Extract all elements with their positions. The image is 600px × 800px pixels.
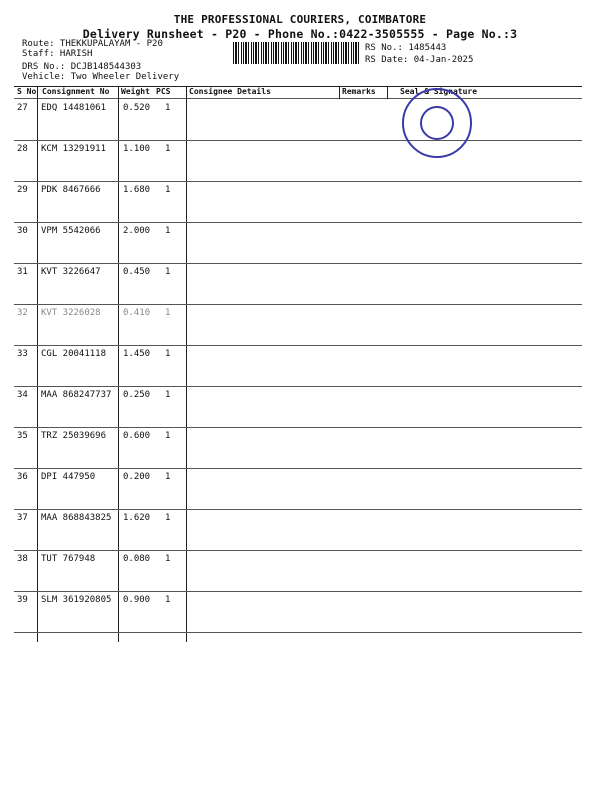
row-consignment-no: TRZ 25039696 bbox=[41, 431, 107, 441]
row-sno: 34 bbox=[17, 390, 28, 400]
row-pcs: 1 bbox=[165, 349, 171, 359]
header-remarks: Remarks bbox=[342, 87, 376, 96]
row-consignment-no: SLM 361920805 bbox=[41, 595, 112, 605]
document-subtitle: Delivery Runsheet - P20 - Phone No.:0422-3505555 - Page No.:3 bbox=[82, 27, 518, 41]
row-weight: 1.450 bbox=[123, 349, 151, 359]
header-sno: S No bbox=[17, 87, 37, 96]
table-row bbox=[14, 345, 582, 387]
table-row bbox=[14, 509, 582, 551]
row-sno: 30 bbox=[17, 226, 28, 236]
table-row bbox=[14, 99, 582, 141]
row-weight: 0.200 bbox=[123, 472, 151, 482]
row-pcs: 1 bbox=[165, 103, 171, 113]
row-pcs: 1 bbox=[165, 554, 171, 564]
row-weight: 0.900 bbox=[123, 595, 151, 605]
column-divider bbox=[387, 87, 388, 99]
row-sno: 29 bbox=[17, 185, 28, 195]
row-weight: 0.600 bbox=[123, 431, 151, 441]
row-pcs: 1 bbox=[165, 308, 171, 318]
drs-text: DRS No.: DCJB148544303 bbox=[22, 62, 142, 72]
rs-number-text: RS No.: 1485443 bbox=[365, 43, 447, 53]
row-pcs: 1 bbox=[165, 226, 171, 236]
staff-text: Staff: HARISH bbox=[22, 49, 93, 59]
row-consignment-no: TUT 767948 bbox=[41, 554, 96, 564]
table-row bbox=[14, 304, 582, 346]
row-weight: 0.450 bbox=[123, 267, 151, 277]
matriculation-seal-stamp bbox=[402, 88, 472, 158]
row-consignment-no: MAA 868247737 bbox=[41, 390, 112, 400]
header-pcs: PCS bbox=[156, 87, 171, 96]
row-sno: 33 bbox=[17, 349, 28, 359]
seal-center bbox=[420, 106, 454, 140]
header-consignment: Consignment No bbox=[42, 87, 110, 96]
row-pcs: 1 bbox=[165, 390, 171, 400]
row-pcs: 1 bbox=[165, 144, 171, 154]
table-row bbox=[14, 591, 582, 633]
row-sno: 35 bbox=[17, 431, 28, 441]
row-sno: 39 bbox=[17, 595, 28, 605]
rs-date-text: RS Date: 04-Jan-2025 bbox=[365, 55, 474, 65]
document-title: THE PROFESSIONAL COURIERS, COIMBATORE bbox=[173, 13, 427, 26]
row-consignment-no: CGL 20041118 bbox=[41, 349, 107, 359]
row-sno: 27 bbox=[17, 103, 28, 113]
table-row bbox=[14, 263, 582, 305]
row-pcs: 1 bbox=[165, 595, 171, 605]
row-pcs: 1 bbox=[165, 267, 171, 277]
row-consignment-no: PDK 8467666 bbox=[41, 185, 101, 195]
column-divider bbox=[339, 87, 340, 99]
row-weight: 1.620 bbox=[123, 513, 151, 523]
vehicle-text: Vehicle: Two Wheeler Delivery bbox=[22, 72, 180, 82]
row-weight: 0.080 bbox=[123, 554, 151, 564]
row-consignment-no: KVT 3226028 bbox=[41, 308, 101, 318]
row-pcs: 1 bbox=[165, 185, 171, 195]
row-sno: 36 bbox=[17, 472, 28, 482]
row-weight: 1.680 bbox=[123, 185, 151, 195]
row-consignment-no: MAA 868843825 bbox=[41, 513, 112, 523]
row-consignment-no: EDQ 14481061 bbox=[41, 103, 107, 113]
row-consignment-no: DPI 447950 bbox=[41, 472, 96, 482]
table-row bbox=[14, 140, 582, 182]
row-consignment-no: KVT 3226647 bbox=[41, 267, 101, 277]
table-row bbox=[14, 427, 582, 469]
table-row bbox=[14, 468, 582, 510]
row-consignment-no: KCM 13291911 bbox=[41, 144, 107, 154]
row-sno: 37 bbox=[17, 513, 28, 523]
row-pcs: 1 bbox=[165, 513, 171, 523]
barcode-image bbox=[233, 42, 359, 64]
row-pcs: 1 bbox=[165, 431, 171, 441]
row-sno: 32 bbox=[17, 308, 28, 318]
route-text: Route: THEKKUPALAYAM - P20 bbox=[22, 39, 163, 49]
row-consignment-no: VPM 5542066 bbox=[41, 226, 101, 236]
row-weight: 1.100 bbox=[123, 144, 151, 154]
table-row bbox=[14, 550, 582, 592]
runsheet-table bbox=[14, 86, 582, 605]
row-weight: 0.410 bbox=[123, 308, 151, 318]
row-weight: 0.520 bbox=[123, 103, 151, 113]
row-sno: 28 bbox=[17, 144, 28, 154]
header-seal: Seal & Signature bbox=[400, 87, 478, 96]
table-row bbox=[14, 222, 582, 264]
header-consignee: Consignee Details bbox=[189, 87, 271, 96]
row-sno: 38 bbox=[17, 554, 28, 564]
header-weight: Weight bbox=[121, 87, 150, 96]
row-weight: 0.250 bbox=[123, 390, 151, 400]
row-pcs: 1 bbox=[165, 472, 171, 482]
row-weight: 2.000 bbox=[123, 226, 151, 236]
table-row bbox=[14, 181, 582, 223]
table-row bbox=[14, 386, 582, 428]
row-sno: 31 bbox=[17, 267, 28, 277]
